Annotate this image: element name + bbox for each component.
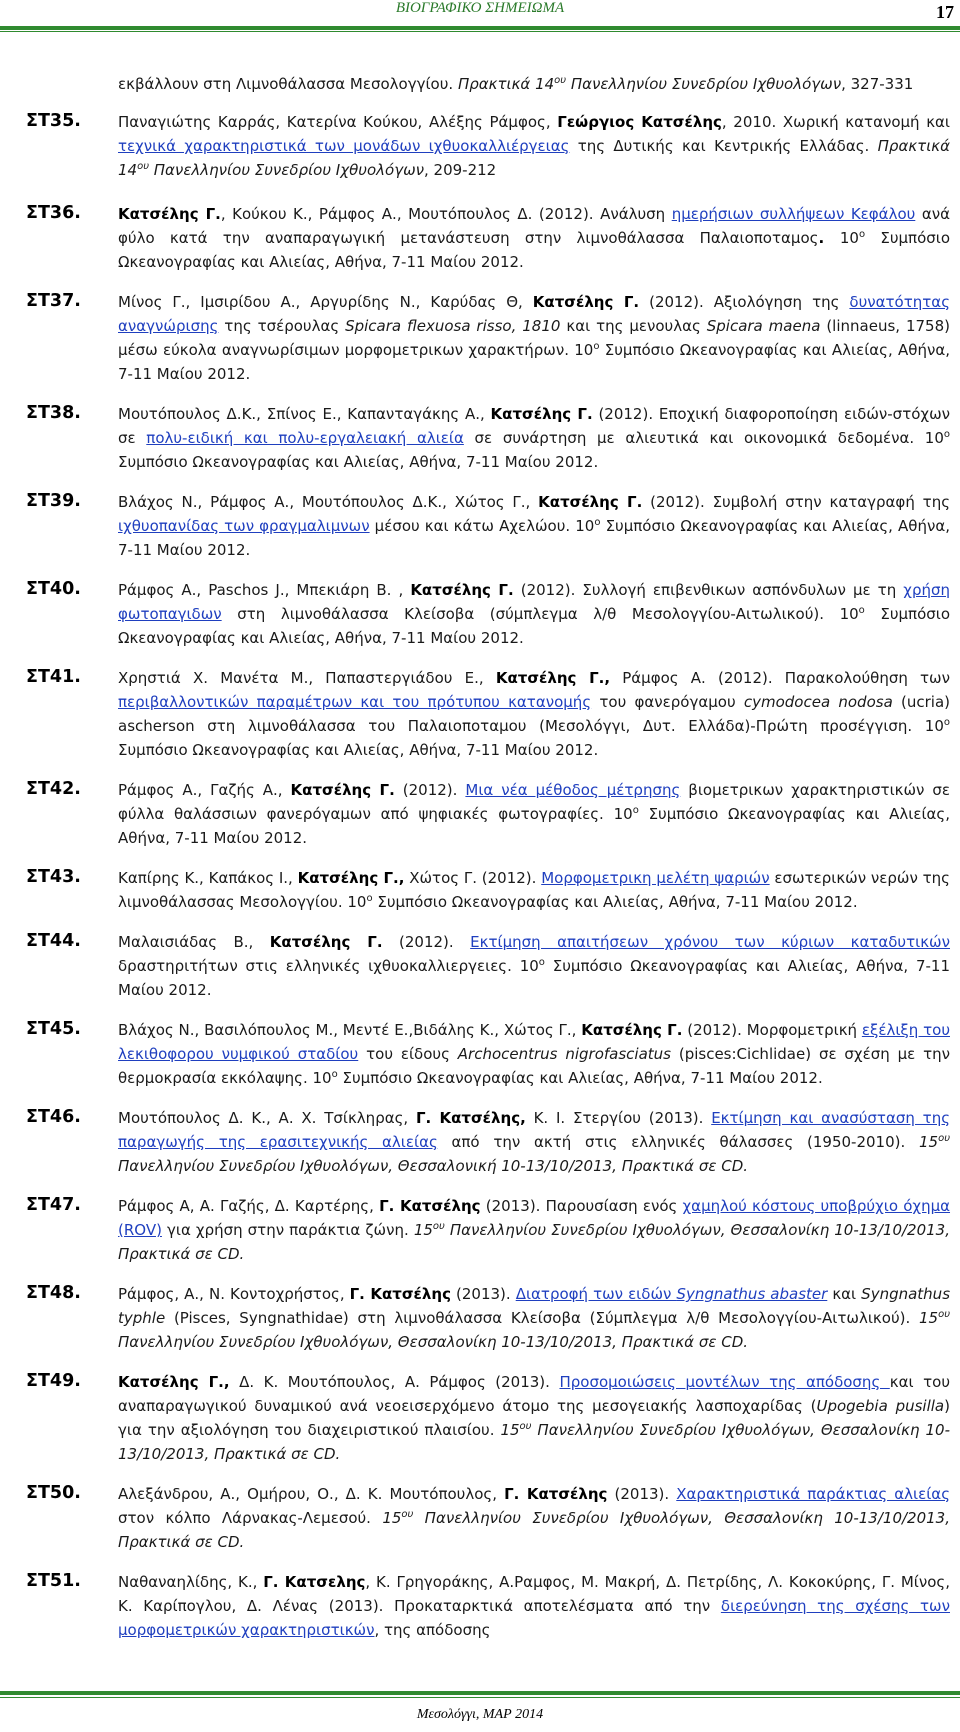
entry-number: ΣΤ40. — [26, 579, 81, 599]
entry-text: Ράμφος, Α., Ν. Κοντοχρήστος, Γ. Κατσέλης (2013). Διατροφή των ειδών Syngnathus abaster και Syngnathus typhle (Pisces, Syngnathidae) στη λιμνοθάλασσα Κλείσοβα (Σύμπλεγμα λ/θ Μεσολογγίου-Αιτωλικού). $15^{o\upsilon}$ Πανελληνίου Συνεδρίου Ιχθυολόγων, Θεσσαλονίκη 10-13/10/2013, Πρακτικά σε CD. — [118, 1285, 951, 1351]
list-item — [26, 402, 950, 474]
topic-link[interactable]: τεχνικά χαρακτηριστικά των μονάδων ιχθυοκαλλιέργειας — [118, 137, 570, 155]
list-item — [26, 778, 950, 850]
topic-link[interactable]: πολυ-ειδική και πολυ-εργαλειακή αλιεία — [146, 429, 464, 447]
list-item — [26, 290, 950, 386]
entry-number: ΣΤ37. — [26, 291, 81, 311]
entry-number: ΣΤ47. — [26, 1195, 81, 1215]
list-item — [26, 1018, 950, 1090]
header-rule-thin — [0, 31, 960, 32]
topic-link[interactable]: δυνατότητας αναγνώρισης — [118, 293, 950, 335]
topic-link[interactable]: χαμηλού κόστους υποβρύχιο όχημα (ROV) — [118, 1197, 951, 1239]
list-item — [26, 866, 950, 914]
page-number: 17 — [936, 2, 954, 22]
list-item — [26, 1570, 950, 1642]
entry-number: ΣΤ39. — [26, 491, 81, 511]
entry-number: ΣΤ42. — [26, 779, 81, 799]
entry-text: εκβάλλουν στη Λιμνοθάλασσα Μεσολογγίου. Πρακτικά $14^{o\upsilon}$ Πανελληνίου Συνεδρίου Ιχθυολόγων, 327-331 — [118, 75, 914, 93]
list-item — [26, 490, 950, 562]
entry-number: ΣΤ44. — [26, 931, 81, 951]
entry-text: Μουτόπουλος Δ.Κ., Σπίνος Ε., Καπανταγάκης Α., Κατσέλης Γ. (2012). Εποχική διαφοροποίηση ειδών-στόχων σε πολυ-ειδική και πολυ-εργαλειακή αλιεία σε συνάρτηση με αλιευτικά και οικονομικά δεδομένα. $10^o$ Συμπόσιο Ωκεανογραφίας και Αλιείας, Αθήνα, 7-11 Μαίου 2012. — [118, 405, 951, 471]
footer-rule-thin — [0, 1697, 960, 1698]
entry-number: ΣΤ48. — [26, 1283, 81, 1303]
footer-text: Μεσολόγγι, ΜΑΡ 2014 — [416, 1707, 544, 1722]
entry-number — [26, 72, 118, 96]
entry-text: Παναγιώτης Καρράς, Κατερίνα Κούκου, Αλέξης Ράμφος, Γεώργιος Κατσέλης, 2010. Χωρική κατανομή και τεχνικά χαρακτηριστικά των μονάδων ιχθυοκαλλιέργειας της Δυτικής και Κεντρικής Ελλάδας. Πρακτικά $14^{o\upsilon}$ Πανελληνίου Συνεδρίου Ιχθυολόγων, 209-212 — [118, 113, 951, 179]
page-header — [0, 0, 960, 30]
list-item — [26, 1370, 950, 1466]
entry-text: Βλάχος Ν., Ράμφος Α., Μουτόπουλος Δ.Κ., Χώτος Γ., Κατσέλης Γ. (2012). Συμβολή στην καταγραφή της ιχθυοπανίδας των φραγμαλιμνων μέσου και κάτω Αχελώου. $10^o$ Συμπόσιο Ωκεανογραφίας και Αλιείας, Αθήνα, 7-11 Μαίου 2012. — [118, 493, 951, 559]
entry-text: Ράμφος Α., Γαζής Α., Κατσέλης Γ. (2012). Μια νέα μέθοδος μέτρησης βιομετρικων χαρακτηριστικών σε φύλλα θαλάσσιων φανερόγαμων από ψηφιακές φωτογραφίες. $10^o$ Συμπόσιο Ωκεανογραφίας και Αλιείας, Αθήνα, 7-11 Μαίου 2012. — [118, 781, 951, 847]
entry-number: ΣΤ51. — [26, 1571, 81, 1591]
header-rule — [0, 26, 960, 30]
entry-text: Αλεξάνδρου, Α., Ομήρου, Ο., Δ. Κ. Μουτόπουλος, Γ. Κατσέλης (2013). Χαρακτηριστικά παράκτιας αλιείας στον κόλπο Λάρνακας-Λεμεσού. $15^{o\upsilon}$ Πανελληνίου Συνεδρίου Ιχθυολόγων, Θεσσαλονίκη 10-13/10/2013, Πρακτικά σε CD. — [118, 1485, 950, 1551]
entry-number: ΣΤ36. — [26, 203, 81, 223]
entry-number: ΣΤ45. — [26, 1019, 81, 1039]
entry-text: Ράμφος Α., Paschos J., Μπεκιάρη Β. , Κατσέλης Γ. (2012). Συλλογή επιβενθικων ασπόνδυλων με τη χρήση φωτοπαγιδων στη λιμνοθάλασσα Κλείσοβα (σύμπλεγμα λ/θ Μεσολογγίου-Αιτωλικού). $10^o$ Συμπόσιο Ωκεανογραφίας και Αλιείας, Αθήνα, 7-11 Μαίου 2012. — [118, 581, 951, 647]
topic-link[interactable]: ημερήσιων συλλήψεων Κεφάλου — [671, 205, 916, 223]
entry-text: Βλάχος Ν., Βασιλόπουλος Μ., Μεντέ Ε.,Βιδάλης Κ., Χώτος Γ., Κατσέλης Γ. (2012). Μορφομετρική εξέλιξη του λεκιθοφορου νυμφικού σταδίου του είδους Archocentrus nigrofasciatus (pisces:Cichlidae) σε σχέση με την θερμοκρασία εκκόλαψης. $10^o$ Συμπόσιο Ωκεανογραφίας και Αλιείας, Αθήνα, 7-11 Μαίου 2012. — [118, 1021, 951, 1087]
entry-text: Κατσέλης Γ., Κούκου Κ., Ράμφος Α., Μουτόπουλος Δ. (2012). Ανάλυση ημερήσιων συλλήψεων Κεφάλου ανά φύλο κατά την αναπαραγωγική μετανάστευση στην λιμνοθάλασσα Παλαιοποταμος. $10^o$ Συμπόσιο Ωκεανογραφίας και Αλιείας, Αθήνα, 7-11 Μαίου 2012. — [118, 205, 951, 271]
topic-link[interactable]: Διατροφή των ειδών Syngnathus abaster — [515, 1285, 828, 1303]
entry-text: Καπίρης Κ., Καπάκος Ι., Κατσέλης Γ., Χώτος Γ. (2012). Μορφομετρικη μελέτη ψαριών εσωτερικών νερών της λιμνοθάλασσας Μεσολογγίου. $10^o$ Συμπόσιο Ωκεανογραφίας και Αλιείας, Αθήνα, 7-11 Μαίου 2012. — [118, 869, 950, 911]
topic-link[interactable]: Χαρακτηριστικά παράκτιας αλιείας — [676, 1485, 950, 1503]
entry-text: Κατσέλης Γ., Δ. Κ. Μουτόπουλος, Α. Ράμφος (2013). Προσομοιώσεις μοντέλων της απόδοσης και του αναπαραγωγικού δυναμικού ανά νεοεισερχόμενο άτομο της μεσογειακής λασποχαρίδας (Upogebia pusilla) για την αξιολόγηση του διαχειριστικού πλαισίου. $15^{o\upsilon}$ Πανελληνίου Συνεδρίου Ιχθυολόγων, Θεσσαλονίκη 10-13/10/2013, Πρακτικά σε CD. — [118, 1373, 951, 1463]
list-item — [26, 1282, 950, 1354]
topic-link[interactable]: διερεύνηση της σχέσης των μορφομετρικών χαρακτηριστικών — [118, 1597, 950, 1639]
list-item — [26, 72, 950, 96]
list-item — [26, 110, 950, 182]
topic-link[interactable]: Προσομοιώσεις μοντέλων της απόδοσης — [559, 1373, 890, 1391]
topic-link[interactable]: Εκτίμηση απαιτήσεων χρόνου των κύριων καταδυτικών — [470, 933, 950, 951]
list-item — [26, 202, 950, 274]
topic-link[interactable]: Μορφομετρικη μελέτη ψαριών — [541, 869, 770, 887]
entry-number: ΣΤ35. — [26, 111, 81, 131]
publication-list — [26, 72, 950, 1658]
topic-link[interactable]: χρήση φωτοπαγιδων — [118, 581, 950, 623]
entry-text: Χρηστιά Χ. Μανέτα Μ., Παπαστεργιάδου Ε., Κατσέλης Γ., Ράμφος Α. (2012). Παρακολούθηση των περιβαλλοντικών παραμέτρων και του πρότυπου κατανομής του φανερόγαμου cymodocea nodosa (ucria) ascherson στη λιμνοθάλασσα του Παλαιοποταμου (Μεσολόγγι, Δυτ. Ελλάδα)-Πρώτη προσέγγιση. $10^o$ Συμπόσιο Ωκεανογραφίας και Αλιείας, Αθήνα, 7-11 Μαίου 2012. — [118, 669, 950, 759]
footer-rule — [0, 1691, 960, 1695]
topic-link[interactable]: ιχθυοπανίδας των φραγμαλιμνων — [118, 517, 370, 535]
entry-number: ΣΤ43. — [26, 867, 81, 887]
topic-link[interactable]: Εκτίμηση και ανασύσταση της παραγωγής της ερασιτεχνικής αλιείας — [118, 1109, 950, 1151]
list-item — [26, 578, 950, 650]
entry-number: ΣΤ38. — [26, 403, 81, 423]
entry-text: Μουτόπουλος Δ. Κ., Α. Χ. Τσίκληρας, Γ. Κατσέλης, Κ. Ι. Στεργίου (2013). Εκτίμηση και ανασύσταση της παραγωγής της ερασιτεχνικής αλιείας από την ακτή στις ελληνικές θάλασσες (1950-2010). $15^{o\upsilon}$ Πανελληνίου Συνεδρίου Ιχθυολόγων, Θεσσαλονική 10-13/10/2013, Πρακτικά σε CD. — [118, 1109, 950, 1175]
entry-number: ΣΤ46. — [26, 1107, 81, 1127]
header-title: ΒΙΟΓΡΑΦΙΚΟ ΣΗΜΕΙΩΜΑ — [395, 0, 565, 16]
list-item — [26, 930, 950, 1002]
list-item — [26, 1106, 950, 1178]
entry-number: ΣΤ41. — [26, 667, 81, 687]
topic-link[interactable]: εξέλιξη του λεκιθοφορου νυμφικού σταδίου — [118, 1021, 950, 1063]
entry-number: ΣΤ50. — [26, 1483, 81, 1503]
entry-text: Ράμφος Α, Α. Γαζής, Δ. Καρτέρης, Γ. Κατσέλης (2013). Παρουσίαση ενός χαμηλού κόστους υποβρύχιο όχημα (ROV) για χρήση στην παράκτια ζώνη. $15^{o\upsilon}$ Πανελληνίου Συνεδρίου Ιχθυολόγων, Θεσσαλονίκη 10-13/10/2013, Πρακτικά σε CD. — [118, 1197, 951, 1263]
list-item — [26, 666, 950, 762]
entry-text: Μίνος Γ., Ιμσιρίδου Α., Αργυρίδης Ν., Καρύδας Θ, Κατσέλης Γ. (2012). Αξιολόγηση της δυνατότητας αναγνώρισης της τσέρουλας Spicara flexuosa risso, 1810 και της μενουλας Spicara maena (linnaeus, 1758) μέσω εύκολα αναγνωρίσιμων μορφομετρικων χαρακτήρων. $10^o$ Συμπόσιο Ωκεανογραφίας και Αλιείας, Αθήνα, 7-11 Μαίου 2012. — [118, 293, 950, 383]
entry-text: Ναθαναηλίδης, Κ., Γ. Κατσελης, Κ. Γρηγοράκης, Α.Ραμφος, Μ. Μακρή, Δ. Πετρίδης, Λ. Κοκοκύρης, Γ. Μίνος, Κ. Καρίπογλου, Δ. Λένας (2013). Προκαταρκτικά αποτελέσματα από την διερεύνηση της σχέσης των μορφομετρικών χαρακτηριστικών, της απόδοσης — [118, 1573, 950, 1639]
entry-text: Μαλαισιάδας Β., Κατσέλης Γ. (2012). Εκτίμηση απαιτήσεων χρόνου των κύριων καταδυτικών δραστηριτήτων στις ελληνικές ιχθυοκαλλιεργειες. $10^o$ Συμπόσιο Ωκεανογραφίας και Αλιείας, Αθήνα, 7-11 Μαίου 2012. — [118, 933, 950, 999]
list-item — [26, 1482, 950, 1554]
entry-number: ΣΤ49. — [26, 1371, 81, 1391]
topic-link[interactable]: περιβαλλοντικών παραμέτρων και του πρότυπου κατανομής — [118, 693, 592, 711]
list-item — [26, 1194, 950, 1266]
topic-link[interactable]: Μια νέα μέθοδος μέτρησης — [465, 781, 681, 799]
